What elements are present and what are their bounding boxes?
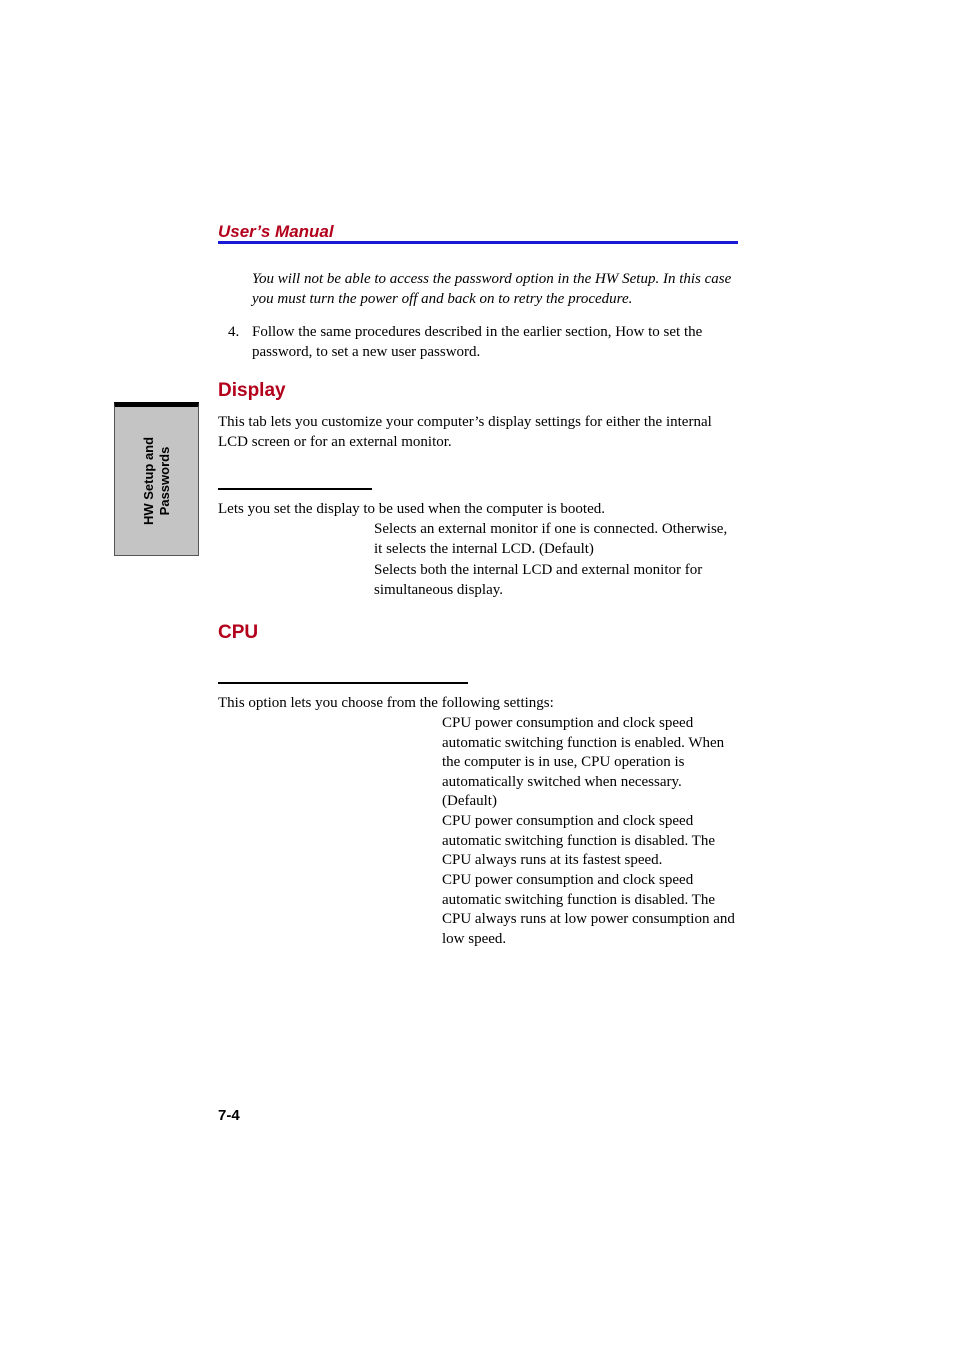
cpu-intro: This option lets you choose from the following settings: xyxy=(218,695,554,711)
side-tab-line-1: HW Setup and xyxy=(140,436,156,526)
boot-display-description: Lets you set the display to be used when the computer is booted. xyxy=(218,501,606,517)
display-intro: This tab lets you customize your computer’s display settings for either the internal LCD screen or for an external monitor. xyxy=(218,414,712,450)
boot-display-subheading-rule xyxy=(218,488,372,490)
cpu-heading: CPU xyxy=(218,622,259,643)
display-heading: Display xyxy=(218,380,286,401)
step-number: 4. xyxy=(228,324,240,340)
chapter-side-tab-label xyxy=(141,437,173,525)
cpu-subheading-rule xyxy=(218,682,468,684)
display-option-description: Selects an external monitor if one is connected. Otherwise, it selects the internal LCD. (Default) xyxy=(374,521,728,557)
running-header-title: User’s Manual xyxy=(218,222,334,241)
cpu-option-description: CPU power consumption and clock speed automatic switching function is disabled. The CPU always runs at its fastest speed. xyxy=(442,813,716,868)
display-option-description: Selects both the internal LCD and external monitor for simultaneous display. xyxy=(374,562,703,598)
cpu-option-description: CPU power consumption and clock speed automatic switching function is disabled. The CPU always runs at low power consumption and low speed. xyxy=(442,872,735,947)
password-note: You will not be able to access the password option in the HW Setup. In this case you must turn the power off and back on to retry the procedure. xyxy=(252,271,732,307)
step-text: Follow the same procedures described in the earlier section, How to set the password, to set a new user password. xyxy=(252,324,703,360)
header-rule xyxy=(218,241,738,244)
side-tab-line-2: Passwords xyxy=(156,446,172,516)
chapter-side-tab xyxy=(114,402,199,556)
cpu-option-description: CPU power consumption and clock speed automatic switching function is enabled. When the computer is in use, CPU operation is automatically switched when necessary. (Default) xyxy=(442,715,725,809)
page-number: 7-4 xyxy=(218,1107,240,1124)
